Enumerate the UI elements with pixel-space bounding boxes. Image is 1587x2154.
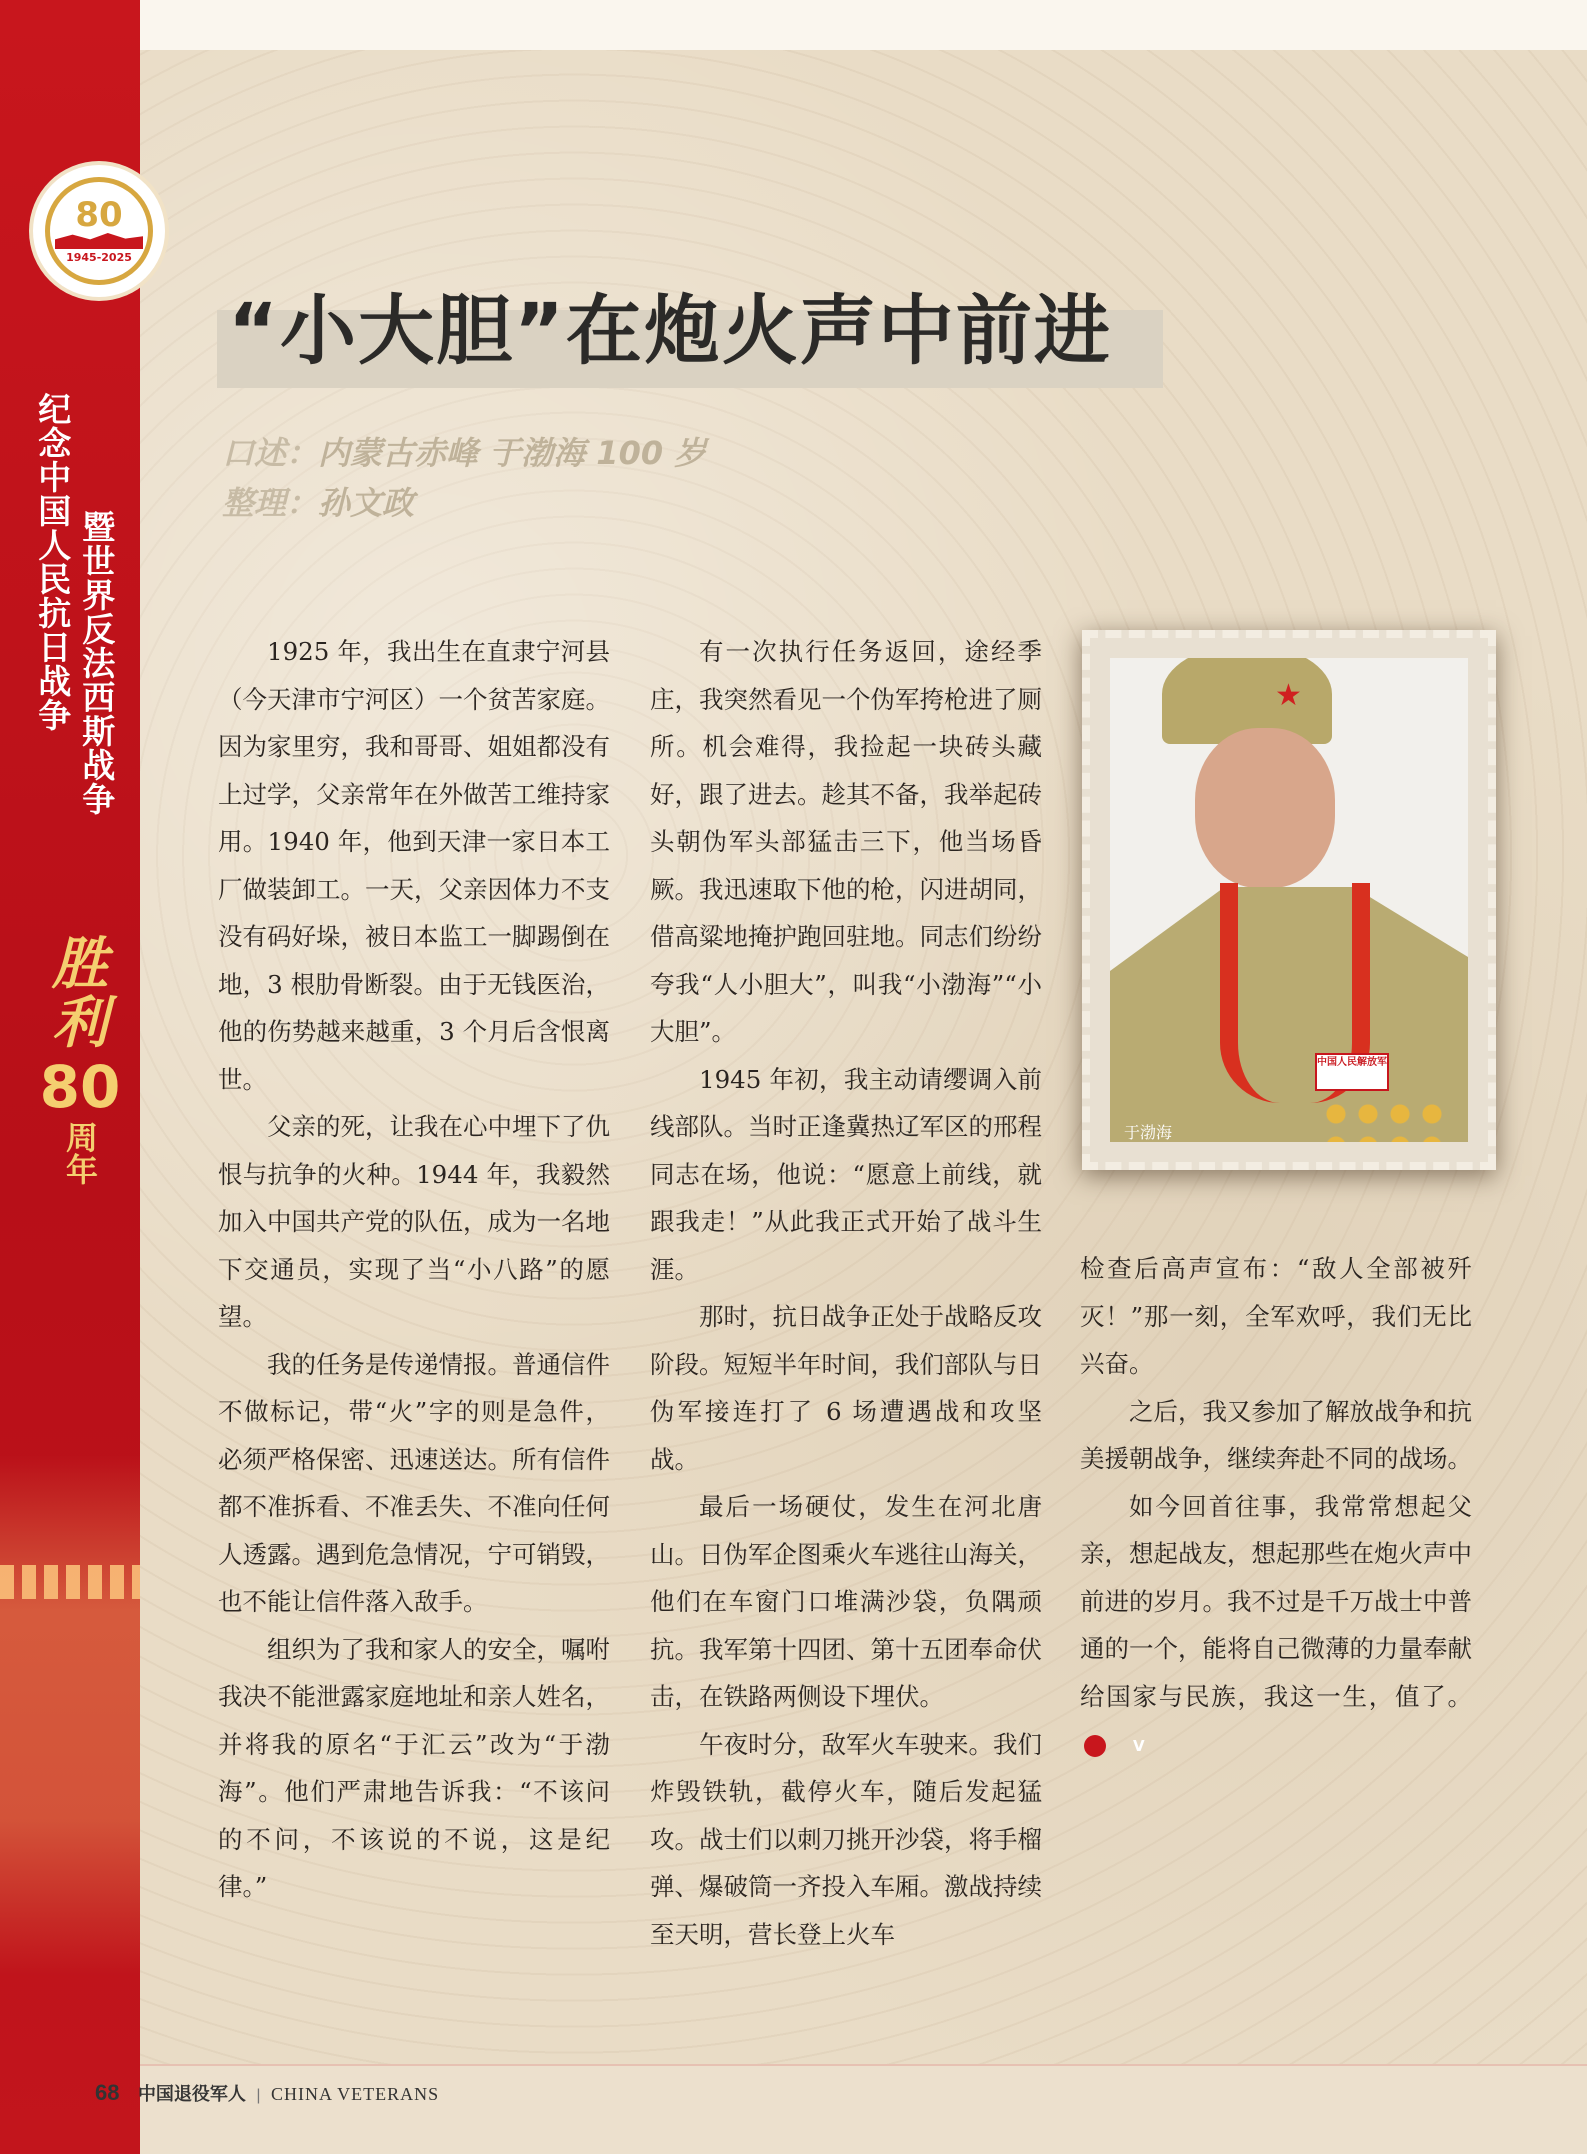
pla-badge: 中国人民解放军: [1315, 1053, 1389, 1091]
top-margin: [0, 0, 1587, 50]
portrait-photo-frame: [1082, 630, 1496, 1170]
article-column-2: [650, 628, 1042, 1958]
paragraph: 1925 年，我出生在直隶宁河县（今天津市宁河区）一个贫苦家庭。因为家里穷，我和哥哥、姐姐都没有上过学，父亲常年在外做苦工维持家用。1940 年，他到天津一家日本工厂做装卸工。一天，父亲因体力不支没有码好垛，被日本监工一脚踢倒在地，3 根肋骨断裂。由于无钱医治，他的伤势越来越重，3 个月后含恨离世。: [218, 637, 610, 1094]
anniversary-emblem: [33, 165, 165, 297]
victory-suffix: 周年: [61, 1120, 99, 1185]
great-wall-illustration: [0, 1455, 140, 1975]
paragraph-continued: 检查后高声宣布：“敌人全部被歼灭！”那一刻，全军欢呼，我们无比兴奋。: [1080, 1254, 1472, 1378]
paragraph: 1945 年初，我主动请缨调入前线部队。当时正逢冀热辽军区的邢程同志在场，他说：“愿意上前线，就跟我走！”从此我正式开始了战斗生涯。: [650, 1064, 1042, 1284]
sidebar-theme-line1: 纪念中国人民抗日战争: [33, 392, 73, 732]
paragraph: 之后，我又参加了解放战争和抗美援朝战争，继续奔赴不同的战场。: [1080, 1396, 1472, 1473]
portrait-photo: [1110, 658, 1468, 1142]
emblem-number: 80: [75, 195, 123, 235]
article-column-1: [218, 628, 610, 1911]
magazine-name-cn: 中国退役军人: [137, 2084, 246, 2105]
page-number: 68: [95, 2080, 120, 2105]
footer-separator: |: [256, 2087, 261, 2104]
article-title: “小大胆”在炮火声中前进: [228, 286, 1112, 375]
byline-editor: [222, 478, 414, 524]
paragraph: [1080, 1483, 1472, 1768]
paragraph: 组织为了我和家人的安全，嘱咐我决不能泄露家庭地址和亲人姓名，并将我的原名“于汇云”改为“于渤海”。他们严肃地告诉我：“不该问的不问，不该说的不说，这是纪律。”: [218, 1634, 610, 1901]
editor-name: 孙文政: [318, 484, 415, 522]
paragraph: 那时，抗日战争正处于战略反攻阶段。短短半年时间，我们部队与日伪军接连打了 6 场遭遇战和攻坚战。: [650, 1302, 1042, 1474]
byline-narrator: [222, 428, 706, 474]
victory-text: 胜利: [52, 931, 108, 1056]
closing-paragraph-text: 如今回首往事，我常常想起父亲，想起战友，想起那些在炮火声中前进的岁月。我不过是千万战士中普通的一个，能将自己微薄的力量奉献给国家与民族，我这一生，值了。: [1080, 1491, 1472, 1711]
paragraph: 我的任务是传递情报。普通信件不做标记，带“火”字的则是急件，必须严格保密、迅速送达。所有信件都不准拆看、不准丢失、不准向任何人透露。遇到危急情况，宁可销毁，也不能让信件落入敌手。: [218, 1349, 610, 1616]
wall-crenellation: [0, 1565, 140, 1599]
narrator-name: 内蒙古赤峰 于渤海 100 岁: [318, 434, 707, 472]
paragraph: 午夜时分，敌军火车驶来。我们炸毁铁轨，截停火车，随后发起猛攻。战士们以刺刀挑开沙袋，将手榴弹、爆破筒一齐投入车厢。激战持续至天明，营长登上火车: [650, 1729, 1042, 1949]
magazine-name-en: CHINA VETERANS: [271, 2084, 440, 2104]
narrator-label: 口述：: [222, 434, 319, 472]
paragraph: 最后一场硬仗，发生在河北唐山。日伪军企图乘火车逃往山海关，他们在车窗门口堆满沙袋，负隅顽抗。我军第十四团、第十五团奉命伏击，在铁路两侧设下埋伏。: [650, 1492, 1042, 1711]
photo-caption: 于渤海: [1124, 1123, 1173, 1142]
paragraph: 有一次执行任务返回，途经季庄，我突然看见一个伪军挎枪进了厕所。机会难得，我捡起一块砖头藏好，跟了进去。趁其不备，我举起砖头朝伪军头部猛击三下，他当场昏厥。我迅速取下他的枪，闪进胡同，借高粱地掩护跑回驻地。同志们纷纷夸我“人小胆大”，叫我“小渤海”“小大胆”。: [650, 637, 1042, 1046]
veteran-face: [1195, 728, 1335, 888]
footer-divider: [140, 2064, 1587, 2066]
medals: [1320, 1098, 1450, 1142]
article-column-3: [1080, 1245, 1472, 1768]
page-footer: [95, 2080, 439, 2106]
paragraph: 父亲的死，让我在心中埋下了仇恨与抗争的火种。1944 年，我毅然加入中国共产党的队伍，成为一名地下交通员，实现了当“小八路”的愿望。: [218, 1112, 610, 1331]
victory-80-mark: [30, 931, 130, 1185]
red-star-icon: ★: [1275, 678, 1302, 713]
editor-label: 整理：: [222, 484, 319, 522]
victory-number: 80: [39, 1052, 121, 1121]
end-mark-icon: V: [1084, 1735, 1106, 1757]
emblem-years: 1945-2025: [66, 251, 132, 264]
sidebar-theme-line2: 暨世界反法西斯战争: [77, 510, 117, 816]
